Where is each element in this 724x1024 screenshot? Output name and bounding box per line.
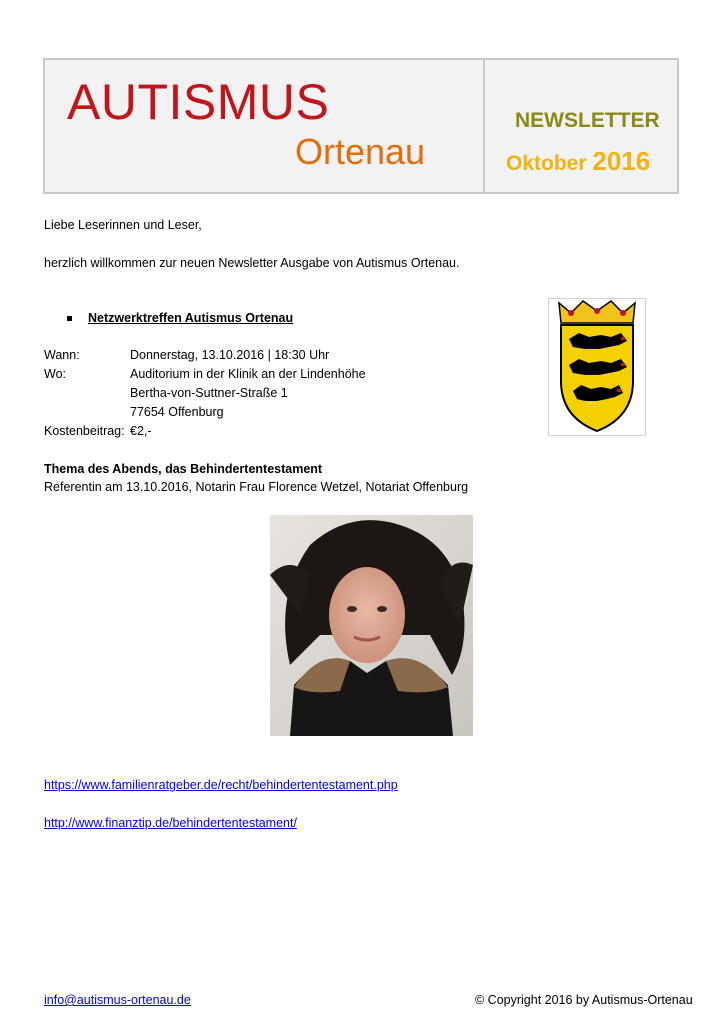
header-title-cell [45, 60, 483, 192]
speaker-line: Referentin am 13.10.2016, Notarin Frau Florence Wetzel, Notariat Offenburg [44, 480, 469, 494]
header-issue-cell [485, 60, 677, 192]
issue-year: 2016 [592, 146, 651, 176]
when-label: Wann: [44, 348, 80, 362]
greeting: Liebe Leserinnen und Leser, [44, 218, 202, 232]
where-line-1: Auditorium in der Klinik an der Lindenhöhe [130, 367, 366, 381]
cost-label: Kostenbeitrag: [44, 424, 125, 438]
issue-month: Oktober [506, 152, 587, 175]
footer-copyright: © Copyright 2016 by Autismus-Ortenau [475, 993, 693, 1007]
finanztip-link[interactable]: http://www.finanztip.de/behindertentestament/ [44, 816, 297, 830]
bullet-icon [67, 316, 72, 321]
footer-email-link[interactable]: info@autismus-ortenau.de [44, 993, 191, 1007]
cost-value: €2,- [130, 424, 152, 438]
coat-of-arms-icon [548, 298, 646, 436]
where-line-3: 77654 Offenburg [130, 405, 224, 419]
title-autismus: AUTISMUS [67, 74, 330, 130]
newsletter-label: NEWSLETTER [515, 109, 660, 132]
issue-date [506, 148, 650, 177]
welcome-text: herzlich willkommen zur neuen Newsletter Ausgabe von Autismus Ortenau. [44, 256, 460, 270]
where-label: Wo: [44, 367, 66, 381]
event-heading: Netzwerktreffen Autismus Ortenau [88, 311, 294, 325]
topic-heading: Thema des Abends, das Behindertentestament [44, 462, 323, 476]
title-ortenau: Ortenau [295, 131, 426, 172]
where-line-2: Bertha-von-Suttner-Straße 1 [130, 386, 288, 400]
when-value: Donnerstag, 13.10.2016 | 18:30 Uhr [130, 348, 330, 362]
newsletter-header [43, 58, 679, 194]
familienratgeber-link[interactable]: https://www.familienratgeber.de/recht/behindertentestament.php [44, 778, 398, 792]
speaker-photo [270, 515, 473, 736]
